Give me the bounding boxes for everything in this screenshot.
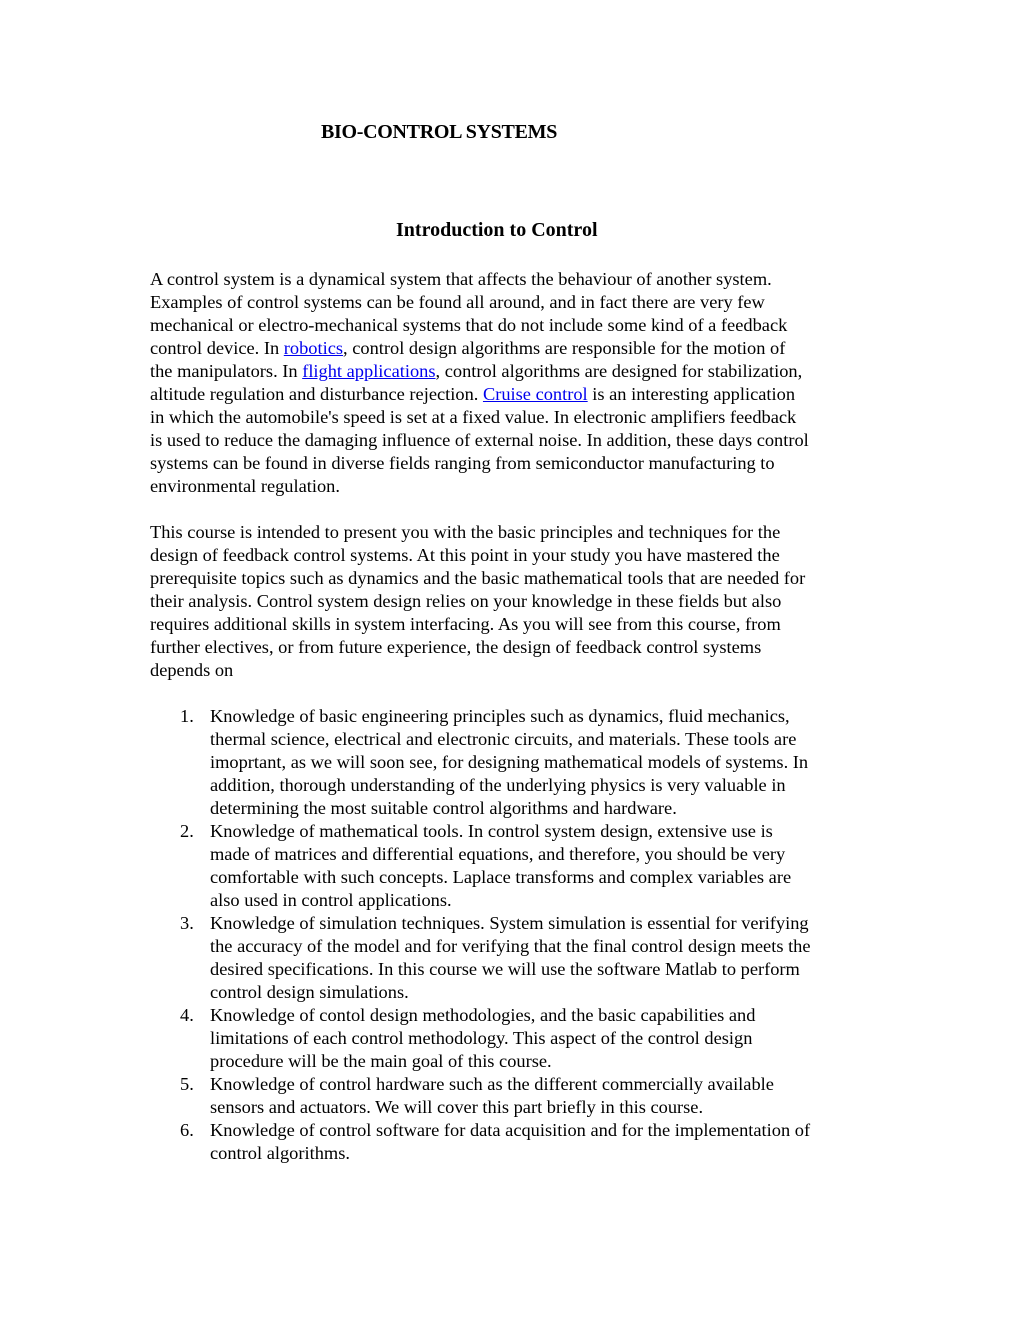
text-segment: , control design algorithms are responsible for the motion of [343, 338, 786, 358]
text-line: Knowledge of mathematical tools. In control system design, extensive use is [210, 821, 773, 841]
cruise-control-link[interactable]: Cruise control [482, 384, 588, 404]
text-line: Knowledge of control software for data acquisition and for the implementation of [210, 1120, 811, 1140]
text-segment: , control algorithms are designed for stabilization, [435, 361, 803, 381]
text-line: control algorithms. [210, 1143, 350, 1163]
list-number: 2. [180, 821, 194, 841]
list-item [150, 1004, 811, 1073]
list-item [150, 912, 811, 1004]
text-line: mechanical or electro-mechanical systems that do not include some kind of a feedback [150, 315, 788, 335]
text-line: prerequisite topics such as dynamics and the basic mathematical tools that are needed for [150, 568, 806, 588]
course-paragraph [150, 521, 805, 682]
text-line: Knowledge of simulation techniques. System simulation is essential for verifying [210, 913, 809, 933]
text-line: Knowledge of basic engineering principles such as dynamics, fluid mechanics, [210, 706, 790, 726]
list-number: 6. [180, 1120, 194, 1140]
text-line: limitations of each control methodology. This aspect of the control design [210, 1028, 753, 1048]
intro-paragraph [150, 268, 809, 498]
text-line: is used to reduce the damaging influence of external noise. In addition, these days control [150, 430, 809, 450]
text-line: thermal science, electrical and electronic circuits, and materials. These tools are [210, 729, 797, 749]
text-line: addition, thorough understanding of the underlying physics is very valuable in [210, 775, 786, 795]
text-line: determining the most suitable control algorithms and hardware. [210, 798, 677, 818]
text-line: made of matrices and differential equations, and therefore, you should be very [210, 844, 786, 864]
text-line: A control system is a dynamical system that affects the behaviour of another system. [150, 269, 772, 289]
text-line: comfortable with such concepts. Laplace transforms and complex variables are [210, 867, 792, 887]
text-line: control design simulations. [210, 982, 409, 1002]
text-line: systems can be found in diverse fields ranging from semiconductor manufacturing to [150, 453, 775, 473]
text-segment: control device. In [150, 338, 284, 358]
document-title: BIO-CONTROL SYSTEMS [321, 121, 558, 143]
text-line: their analysis. Control system design relies on your knowledge in these fields but also [150, 591, 782, 611]
text-line: the accuracy of the model and for verifying that the final control design meets the [210, 936, 811, 956]
text-line: design of feedback control systems. At this point in your study you have mastered the [150, 545, 780, 565]
text-line: sensors and actuators. We will cover this part briefly in this course. [210, 1097, 704, 1117]
requirements-list [150, 705, 811, 1165]
text-line: in which the automobile's speed is set at a fixed value. In electronic amplifiers feedback [150, 407, 797, 427]
text-line: requires additional skills in system interfacing. As you will see from this course, from [150, 614, 781, 634]
text-line: Examples of control systems can be found all around, and in fact there are very few [150, 292, 765, 312]
flight-applications-link[interactable]: flight applications [302, 361, 436, 381]
text-line [150, 337, 809, 360]
robotics-link[interactable]: robotics [283, 338, 344, 358]
list-number: 5. [180, 1074, 194, 1094]
text-line: environmental regulation. [150, 476, 340, 496]
text-line: Knowledge of control hardware such as the different commercially available [210, 1074, 774, 1094]
text-segment: altitude regulation and disturbance rejection. [150, 384, 483, 404]
text-line: procedure will be the main goal of this course. [210, 1051, 552, 1071]
list-number: 1. [180, 706, 194, 726]
text-segment: is an interesting application [587, 384, 796, 404]
text-line: also used in control applications. [210, 890, 452, 910]
text-line: imoprtant, as we will soon see, for designing mathematical models of systems. In [210, 752, 809, 772]
list-number: 3. [180, 913, 194, 933]
text-line: Knowledge of contol design methodologies, and the basic capabilities and [210, 1005, 756, 1025]
list-item [150, 1073, 811, 1119]
text-line: further electives, or from future experience, the design of feedback control systems [150, 637, 762, 657]
text-segment: the manipulators. In [150, 361, 303, 381]
text-line: depends on [150, 660, 234, 680]
list-item [150, 1119, 811, 1165]
list-number: 4. [180, 1005, 194, 1025]
section-heading: Introduction to Control [396, 219, 598, 241]
list-item [150, 820, 811, 912]
text-line [150, 360, 809, 383]
text-line [150, 383, 809, 406]
text-line: This course is intended to present you with the basic principles and techniques for the [150, 522, 781, 542]
list-item [150, 705, 811, 820]
text-line: desired specifications. In this course we will use the software Matlab to perform [210, 959, 800, 979]
